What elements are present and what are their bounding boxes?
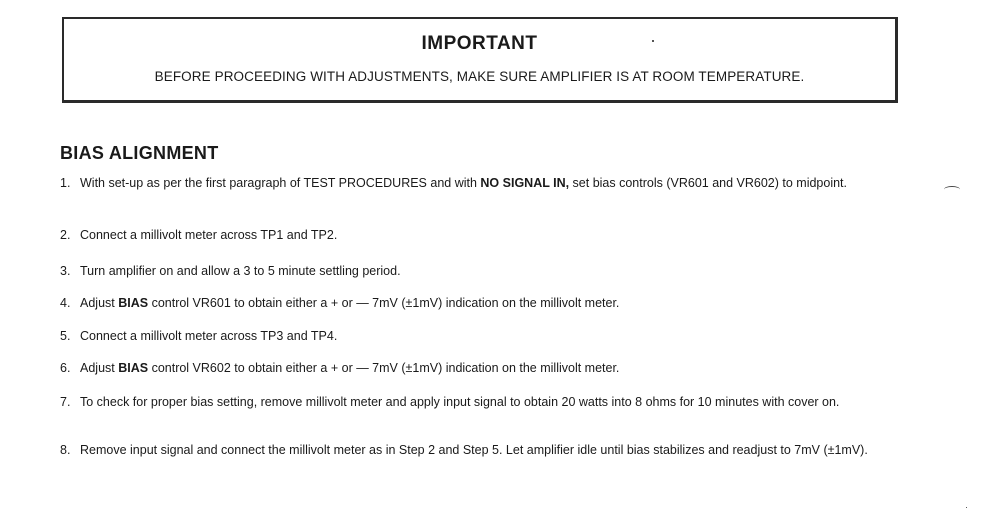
step-text: Connect a millivolt meter across TP3 and TP4. [80, 329, 338, 343]
step-text-part: control VR601 to obtain either a + or — 7mV (±1mV) indication on the millivolt meter. [148, 296, 620, 310]
step-item [60, 228, 920, 242]
step-text [80, 296, 920, 310]
step-item [60, 443, 920, 457]
step-item [60, 395, 920, 409]
step-number: 7. [60, 395, 71, 409]
step-text: Remove input signal and connect the millivolt meter as in Step 2 and Step 5. Let amplifier idle until bias stabilizes and readjust to 7mV (±1mV). [80, 443, 868, 457]
notice-text: BEFORE PROCEEDING WITH ADJUSTMENTS, MAKE SURE AMPLIFIER IS AT ROOM TEMPERATURE. [154, 69, 805, 84]
step-text: Connect a millivolt meter across TP1 and TP2. [80, 228, 338, 242]
step-number: 8. [60, 443, 71, 457]
step-text-part: control VR602 to obtain either a + or — 7mV (±1mV) indication on the millivolt meter. [148, 361, 620, 375]
step-number: 2. [60, 228, 71, 242]
step-item [60, 361, 920, 375]
notice-title: IMPORTANT [421, 33, 538, 54]
step-text [80, 176, 920, 190]
step-text-part: set bias controls (VR601 and VR602) to midpoint. [569, 176, 848, 190]
step-text [80, 361, 920, 375]
step-number: 5. [60, 329, 71, 343]
important-notice-box [62, 17, 898, 103]
step-item [60, 264, 920, 278]
step-emphasis: NO SIGNAL IN, [480, 176, 570, 190]
step-item [60, 329, 920, 343]
step-number: 4. [60, 296, 71, 310]
step-item [60, 176, 920, 190]
step-item [60, 296, 920, 310]
scan-speck [652, 40, 654, 42]
step-number: 1. [60, 176, 71, 190]
margin-mark [944, 186, 960, 193]
section-heading: BIAS ALIGNMENT [60, 143, 219, 163]
scan-speck [966, 507, 967, 508]
step-text: To check for proper bias setting, remove millivolt meter and apply input signal to obtain 20 watts into 8 ohms for 10 minutes with cover on. [80, 395, 840, 409]
step-emphasis: BIAS [118, 296, 149, 310]
step-emphasis: BIAS [118, 361, 149, 375]
step-text-part: With set-up as per the first paragraph of TEST PROCEDURES and with [80, 176, 481, 190]
step-text: Turn amplifier on and allow a 3 to 5 minute settling period. [80, 264, 401, 278]
step-text-part: Adjust [80, 296, 119, 310]
step-number: 6. [60, 361, 71, 375]
step-number: 3. [60, 264, 71, 278]
step-text-part: Adjust [80, 361, 119, 375]
